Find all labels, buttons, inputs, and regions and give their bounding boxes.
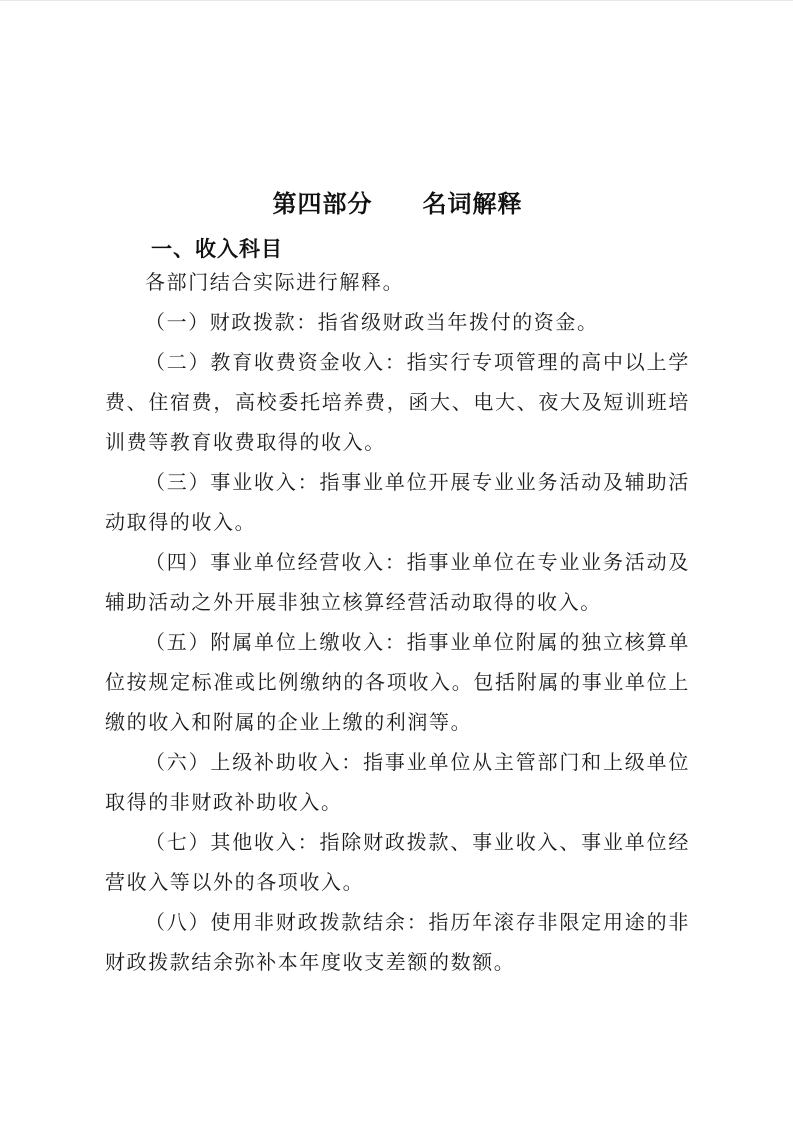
paragraph: （一）财政拨款：指省级财政当年拨付的资金。 (145, 312, 599, 334)
paragraph: （六）上级补助收入：指事业单位从主管部门和上级单位取得的非财政补助收入。 (105, 752, 690, 814)
paragraph: （七）其他收入：指除财政拨款、事业收入、事业单位经营收入等以外的各项收入。 (105, 832, 690, 894)
paragraph: （二）教育收费资金收入：指实行专项管理的高中以上学费、住宿费，高校委托培养费，函大、电大、夜大及短训班培训费等教育收费取得的收入。 (105, 352, 690, 454)
document-content (105, 1, 690, 983)
paragraph: （八）使用非财政拨款结余：指历年滚存非限定用途的非财政拨款结余弥补本年度收支差额的数额。 (105, 912, 690, 974)
paragraph: （三）事业收入：指事业单位开展专业业务活动及辅助活动取得的收入。 (105, 472, 690, 534)
document-title: 第四部分 名词解释 (272, 191, 523, 218)
section-body (105, 263, 690, 983)
paragraph: （四）事业单位经营收入：指事业单位在专业业务活动及辅助活动之外开展非独立核算经营活动取得的收入。 (105, 552, 690, 614)
paragraph: 各部门结合实际进行解释。 (145, 272, 405, 294)
paragraph: （五）附属单位上缴收入：指事业单位附属的独立核算单位按规定标准或比例缴纳的各项收入。包括附属的事业单位上缴的收入和附属的企业上缴的利润等。 (105, 632, 690, 734)
section-heading-income-items: 一、收入科目 (151, 238, 283, 261)
